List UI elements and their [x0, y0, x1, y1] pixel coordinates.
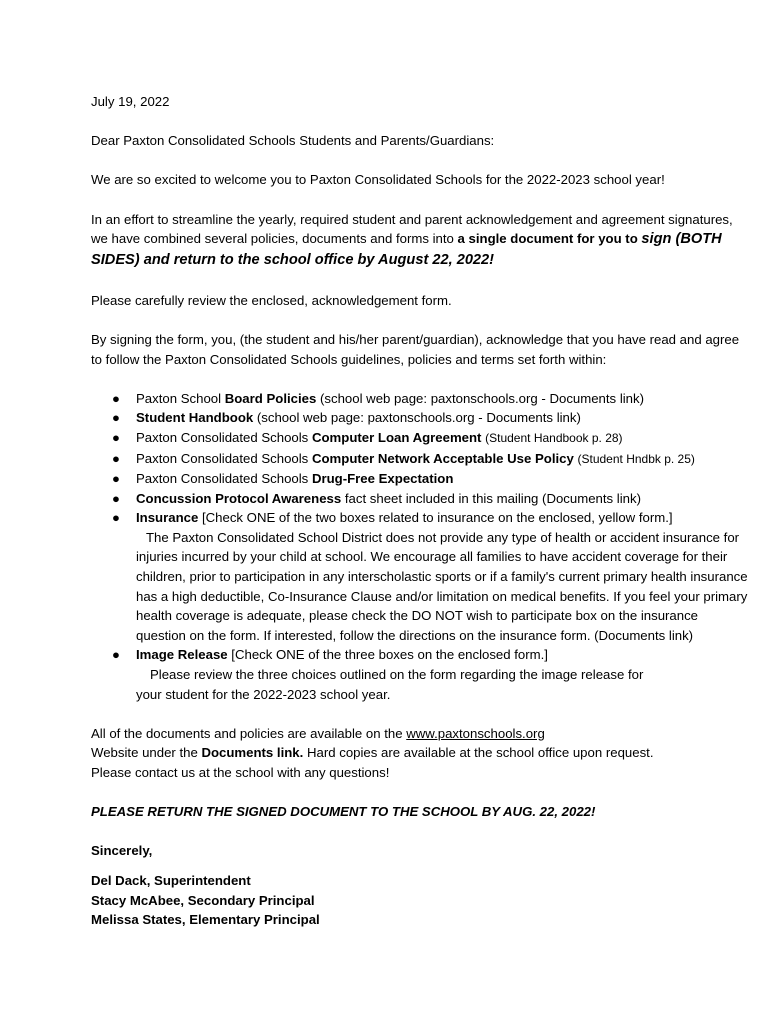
bullet: ● [112, 647, 120, 663]
item-reference: (Student Handbook p. 28) [485, 430, 623, 445]
item-note: (school web page: paxtonschools.org - Documents link) [316, 390, 644, 406]
return-notice-text: PLEASE RETURN THE SIGNED DOCUMENT TO THE SCHOOL BY AUG. 22, 2022! [91, 804, 596, 820]
letter-body [91, 92, 751, 930]
contact-text: Please contact us at the school with any questions! [91, 765, 390, 780]
bullet: ● [112, 471, 120, 487]
image-release-details: Please review the three choices outlined on the form regarding the image release for [150, 667, 644, 683]
insurance-details: The Paxton Consolidated School District does not provide any type of health or accident insurance for injuries incurred by your child at school. We encourage all families to have accident coverage for their children, prior to participation in any interscholastic sports or if a family's current primary health insurance has a high deductible, Co-Insurance Clause and/or limitation on medical benefits. If you feel your primary health coverage is adequate, please check the DO NOT wish to participate box on the insurance question on the form. If interested, follow the directions on the insurance form. (Documents link) [136, 529, 748, 643]
school-website-link[interactable]: www.paxtonschools.org [406, 725, 545, 741]
documents-text: Hard copies are available at the school office upon request. [303, 745, 654, 761]
item-title: Computer Network Acceptable Use Policy [311, 450, 574, 466]
item-note: (school web page: paxtonschools.org - Documents link) [253, 410, 581, 426]
item-text: Paxton School [136, 390, 225, 406]
bullet: ● [112, 490, 120, 506]
signing-paragraph: By signing the form, you, (the student and his/her parent/guardian), acknowledge that you have read and agree to follow the Paxton Consolidated Schools guidelines, policies and terms set forth within: [91, 331, 740, 367]
bullet: ● [112, 510, 120, 526]
item-text: Paxton Consolidated Schools [136, 450, 312, 466]
item-title: Student Handbook [136, 410, 254, 426]
item-text: Paxton Consolidated Schools [136, 429, 312, 445]
signature-superintendent: Del Dack, Superintendent [91, 872, 251, 888]
return-notice [91, 802, 751, 822]
documents-link-label: Documents link. [201, 745, 304, 761]
signature-elementary-principal: Melissa States, Elementary Principal [91, 912, 320, 928]
item-title: Drug-Free Expectation [311, 471, 454, 487]
policy-list [91, 389, 751, 705]
list-item-insurance [91, 508, 751, 645]
bullet: ● [112, 390, 120, 406]
effort-text: In an effort to streamline the yearly, required student and parent acknowledgement and agreement signatures, we have combined several policies, documents and forms into [91, 211, 733, 247]
list-item [91, 408, 751, 428]
item-text: Paxton Consolidated Schools [136, 471, 312, 487]
effort-deadline: sign (BOTH SIDES) and return to the school office by August 22, 2022! [91, 231, 722, 269]
closing [91, 841, 751, 861]
item-title: Computer Loan Agreement [311, 429, 482, 445]
image-release-details-rest: your student for the 2022-2023 school year. [136, 686, 391, 702]
review-paragraph: Please carefully review the enclosed, acknowledgement form. [91, 292, 452, 308]
closing-text: Sincerely, [91, 843, 153, 859]
bullet: ● [112, 450, 120, 466]
list-item [91, 428, 751, 449]
signature-block [91, 871, 751, 930]
bullet: ● [112, 410, 120, 426]
effort-paragraph [91, 210, 751, 272]
documents-paragraph [91, 724, 751, 783]
documents-text: All of the documents and policies are available on the [91, 725, 407, 741]
item-reference: (Student Hndbk p. 25) [577, 451, 695, 466]
item-note: [Check ONE of the two boxes related to insurance on the enclosed, yellow form.] [198, 510, 673, 526]
item-title: Image Release [136, 647, 228, 663]
list-item [91, 389, 751, 409]
documents-text: Website under the [91, 745, 202, 761]
list-item [91, 469, 751, 489]
effort-bold: a single document for you to [457, 231, 642, 247]
greeting: Dear Paxton Consolidated Schools Students and Parents/Guardians: [91, 133, 495, 149]
item-title: Insurance [136, 510, 199, 526]
list-item [91, 489, 751, 509]
item-title: Concussion Protocol Awareness [136, 490, 342, 506]
letter-date: July 19, 2022 [91, 94, 170, 109]
list-item-image-release [91, 645, 751, 704]
item-note: fact sheet included in this mailing (Documents link) [341, 490, 641, 506]
signature-secondary-principal: Stacy McAbee, Secondary Principal [91, 892, 315, 908]
item-note: [Check ONE of the three boxes on the enclosed form.] [227, 647, 548, 663]
welcome-paragraph: We are so excited to welcome you to Paxton Consolidated Schools for the 2022-2023 school year! [91, 172, 665, 188]
bullet: ● [112, 429, 120, 445]
item-title: Board Policies [224, 390, 317, 406]
list-item [91, 449, 751, 470]
